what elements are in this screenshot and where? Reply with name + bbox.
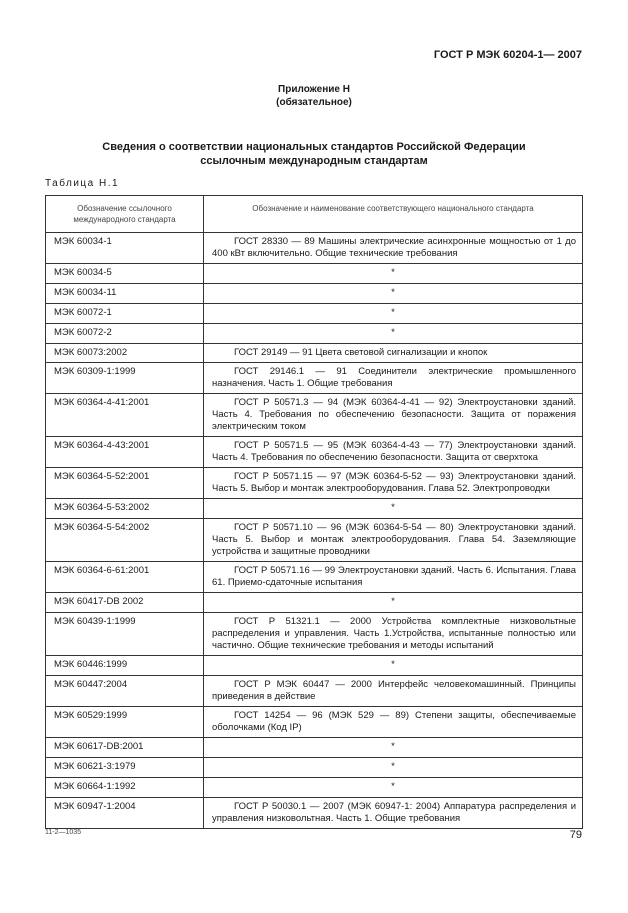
table-row <box>46 233 583 264</box>
national-standard-description: * <box>204 499 583 519</box>
table-row <box>46 676 583 707</box>
table-row <box>46 324 583 344</box>
table-header-row <box>46 196 583 233</box>
section-heading-line2: ссылочным международным стандартам <box>200 155 428 167</box>
national-standard-description <box>204 707 583 738</box>
national-standard-description <box>204 363 583 394</box>
national-standard-description <box>204 468 583 499</box>
description-text: ГОСТ Р 50030.1 — 2007 (МЭК 60947-1: 2004) Аппаратура распределения и управления низковольтная. Часть 1. Общие требования <box>212 801 576 824</box>
national-standard-description: * <box>204 593 583 613</box>
table-row <box>46 363 583 394</box>
document-code: ГОСТ Р МЭК 60204-1— 2007 <box>433 49 582 61</box>
national-standard-description <box>204 437 583 468</box>
table-row <box>46 499 583 519</box>
international-standard-code: МЭК 60034-1 <box>46 233 204 264</box>
table-row <box>46 344 583 363</box>
national-standard-description: * <box>204 738 583 758</box>
international-standard-code: МЭК 60664-1:1992 <box>46 778 204 798</box>
page-number: 79 <box>569 829 582 841</box>
table-row <box>46 562 583 593</box>
international-standard-code: МЭК 60621-3:1979 <box>46 758 204 778</box>
description-text: ГОСТ Р 50571.16 — 99 Электроустановки зданий. Часть 6. Испытания. Глава 61. Приемо-сдаточные испытания <box>212 565 576 588</box>
international-standard-code: МЭК 60364-4-43:2001 <box>46 437 204 468</box>
national-standard-description <box>204 519 583 562</box>
table-row <box>46 758 583 778</box>
table-row <box>46 593 583 613</box>
table-row <box>46 738 583 758</box>
col-header-international: Обозначение ссылочного международного стандарта <box>46 196 204 233</box>
table-body <box>46 233 583 829</box>
description-text: ГОСТ Р 50571.15 — 97 (МЭК 60364-5-52 — 93) Электроустановки зданий. Часть 5. Выбор и монтаж электрооборудования. Глава 52. Электропроводки <box>212 471 576 494</box>
international-standard-code: МЭК 60073:2002 <box>46 344 204 363</box>
national-standard-description: * <box>204 656 583 676</box>
description-text: ГОСТ Р 51321.1 — 2000 Устройства комплектные низковольтные распределения и управления. Часть 1.Устройства, испытанные полностью или частично. Общие технические требования и методы испытаний <box>212 616 576 651</box>
description-text: ГОСТ 28330 — 89 Машины электрические асинхронные мощностью от 1 до 400 кВт включительно. Общие технические требования <box>212 236 576 259</box>
table-row <box>46 707 583 738</box>
national-standard-description <box>204 562 583 593</box>
international-standard-code: МЭК 60617-DB:2001 <box>46 738 204 758</box>
national-standard-description <box>204 344 583 363</box>
international-standard-code: МЭК 60034-5 <box>46 264 204 284</box>
footer-print-code: 11-2—1035 <box>45 829 82 836</box>
section-heading <box>0 140 628 168</box>
table-row <box>46 798 583 829</box>
description-text: ГОСТ Р МЭК 60447 — 2000 Интерфейс человекомашинный. Принципы приведения в действие <box>212 679 576 702</box>
national-standard-description: * <box>204 304 583 324</box>
national-standard-description <box>204 233 583 264</box>
table-row <box>46 394 583 437</box>
appendix-heading <box>0 83 628 109</box>
col-header-national: Обозначение и наименование соответствующего национального стандарта <box>204 196 583 233</box>
international-standard-code: МЭК 60529:1999 <box>46 707 204 738</box>
appendix-title: Приложение Н <box>278 84 350 95</box>
national-standard-description: * <box>204 324 583 344</box>
description-text: ГОСТ 29149 — 91 Цвета световой сигнализации и кнопок <box>234 347 488 358</box>
international-standard-code: МЭК 60447:2004 <box>46 676 204 707</box>
national-standard-description <box>204 676 583 707</box>
national-standard-description <box>204 613 583 656</box>
international-standard-code: МЭК 60417-DB 2002 <box>46 593 204 613</box>
national-standard-description <box>204 798 583 829</box>
table-row <box>46 613 583 656</box>
national-standard-description: * <box>204 778 583 798</box>
international-standard-code: МЭК 60309-1:1999 <box>46 363 204 394</box>
description-text: ГОСТ 29146.1 — 91 Соединители электрические промышленного назначения. Часть 1. Общие требования <box>212 366 576 389</box>
description-text: ГОСТ 14254 — 96 (МЭК 529 — 89) Степени защиты, обеспечиваемые оболочками (Код IP) <box>212 710 576 733</box>
international-standard-code: МЭК 60072-1 <box>46 304 204 324</box>
table-row <box>46 284 583 304</box>
table-row <box>46 519 583 562</box>
international-standard-code: МЭК 60072-2 <box>46 324 204 344</box>
national-standard-description: * <box>204 264 583 284</box>
standards-table <box>45 195 583 829</box>
international-standard-code: МЭК 60364-5-53:2002 <box>46 499 204 519</box>
international-standard-code: МЭК 60034-11 <box>46 284 204 304</box>
international-standard-code: МЭК 60446:1999 <box>46 656 204 676</box>
description-text: ГОСТ Р 50571.5 — 95 (МЭК 60364-4-43 — 77) Электроустановки зданий. Часть 4. Требования по обеспечению безопасности. Защита от сверхтока <box>212 440 576 463</box>
table-label: Таблица Н.1 <box>45 178 120 189</box>
international-standard-code: МЭК 60947-1:2004 <box>46 798 204 829</box>
international-standard-code: МЭК 60364-6-61:2001 <box>46 562 204 593</box>
international-standard-code: МЭК 60364-5-52:2001 <box>46 468 204 499</box>
description-text: ГОСТ Р 50571.10 — 96 (МЭК 60364-5-54 — 80) Электроустановки зданий. Часть 5. Выбор и монтаж электрооборудования. Глава 54. Заземляющие устройства и защитные проводники <box>212 522 576 557</box>
international-standard-code: МЭК 60439-1:1999 <box>46 613 204 656</box>
table-row <box>46 437 583 468</box>
international-standard-code: МЭК 60364-5-54:2002 <box>46 519 204 562</box>
national-standard-description: * <box>204 758 583 778</box>
table-row <box>46 304 583 324</box>
table-row <box>46 468 583 499</box>
section-heading-line1: Сведения о соответствии национальных стандартов Российской Федерации <box>102 141 526 153</box>
table-row <box>46 656 583 676</box>
description-text: ГОСТ Р 50571.3 — 94 (МЭК 60364-4-41 — 92) Электроустановки зданий. Часть 4. Требования по обеспечению безопасности. Защита от поражения электрическим током <box>212 397 576 432</box>
international-standard-code: МЭК 60364-4-41:2001 <box>46 394 204 437</box>
table-row <box>46 778 583 798</box>
table-row <box>46 264 583 284</box>
appendix-subtitle: (обязательное) <box>276 97 352 108</box>
national-standard-description: * <box>204 284 583 304</box>
national-standard-description <box>204 394 583 437</box>
